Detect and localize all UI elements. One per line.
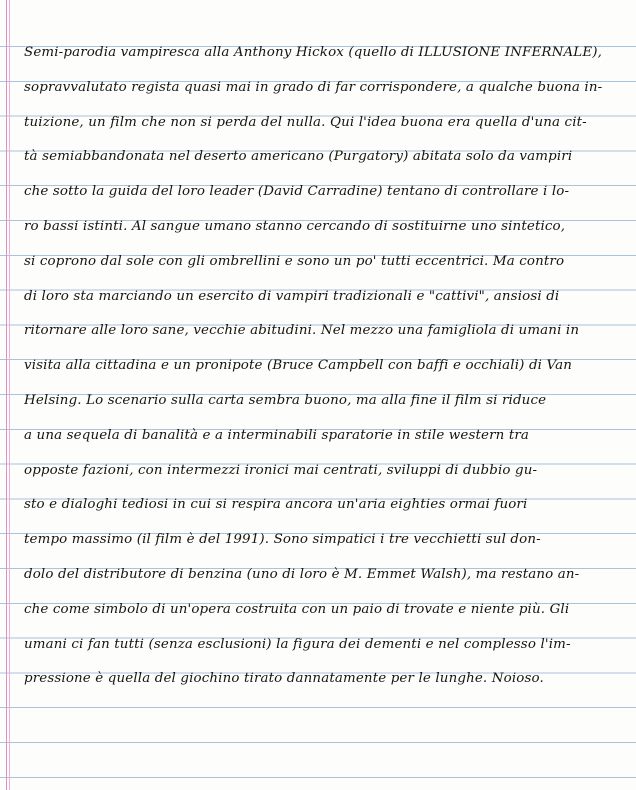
text-line: Semi-parodia vampiresca alla Anthony Hickox (quello di ILLUSIONE INFERNALE), [24, 45, 603, 60]
handwritten-review [24, 36, 628, 697]
text-line: si coprono dal sole con gli ombrellini e sono un po' tutti eccentrici. Ma contro [24, 253, 565, 269]
text-line: tempo massimo (il film è del 1991). Sono simpatici i tre vecchietti sul don- [24, 532, 541, 548]
text-line: ritornare alle loro sane, vecchie abitudini. Nel mezzo una famigliola di umani in [24, 323, 580, 339]
text-line: Helsing. Lo scenario sulla carta sembra buono, ma alla fine il film si riduce [24, 392, 547, 408]
text-line: tà semiabbandonata nel deserto americano (Purgatory) abitata solo da vampiri [24, 149, 573, 165]
margin-line [6, 0, 7, 790]
text-line: tuizione, un film che non si perda del nulla. Qui l'idea buona era quella d'una cit- [24, 114, 587, 130]
margin-line-inner [9, 0, 10, 790]
text-line: visita alla cittadina e un pronipote (Bruce Campbell con baffi e occhiali) di Van [24, 358, 573, 374]
text-line: opposte fazioni, con intermezzi ironici mai centrati, sviluppi di dubbio gu- [24, 462, 538, 478]
text-line: umani ci fan tutti (senza esclusioni) la figura dei dementi e nel complesso l'im- [24, 636, 571, 652]
text-line: pressione è quella del giochino tirato dannatamente per le lunghe. Noioso. [24, 671, 544, 687]
text-line: di loro sta marciando un esercito di vampiri tradizionali e "cattivi", ansiosi di [24, 288, 560, 304]
text-line: ro bassi istinti. Al sangue umano stanno cercando di sostituirne uno sintetico, [24, 218, 566, 234]
text-line: sopravvalutato regista quasi mai in grado di far corrispondere, a qualche buona in- [24, 79, 603, 95]
text-line: che come simbolo di un'opera costruita con un paio di trovate e niente più. Gli [24, 601, 570, 617]
text-line: dolo del distributore di benzina (uno di loro è M. Emmet Walsh), ma restano an- [24, 566, 580, 582]
text-line: che sotto la guida del loro leader (David Carradine) tentano di controllare i lo- [24, 184, 570, 200]
text-line: a una sequela di banalità e a interminabili sparatorie in stile western tra [24, 427, 530, 443]
text-line: sto e dialoghi tediosi in cui si respira ancora un'aria eighties ormai fuori [24, 497, 528, 513]
